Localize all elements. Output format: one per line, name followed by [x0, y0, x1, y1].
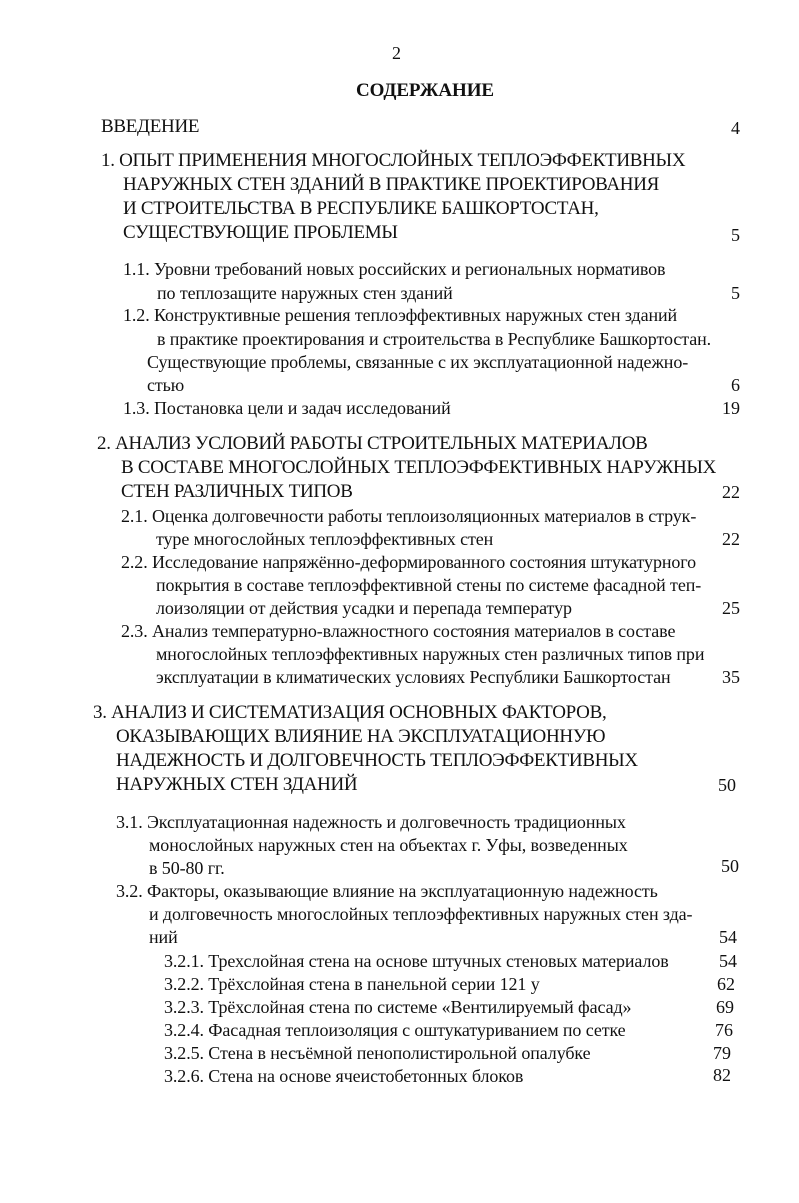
toc-entry-page: 4: [731, 118, 740, 138]
toc-entry-title-line: 2.3. Анализ температурно-влажностного состояния материалов в составе: [121, 621, 676, 641]
toc-entry-page: 6: [731, 375, 740, 395]
toc-entry-page: 54: [719, 951, 737, 971]
toc-entry-title-line: лоизоляции от действия усадки и перепада температур: [156, 598, 572, 618]
toc-entry-page: 69: [716, 997, 734, 1017]
toc-entry-title-line: ний: [149, 927, 178, 947]
toc-entry-title-line: В СОСТАВЕ МНОГОСЛОЙНЫХ ТЕПЛОЭФФЕКТИВНЫХ НАРУЖНЫХ: [121, 457, 717, 478]
toc-entry-title-line: 3. АНАЛИЗ И СИСТЕМАТИЗАЦИЯ ОСНОВНЫХ ФАКТОРОВ,: [93, 702, 607, 723]
toc-entry-title-line: 1.3. Постановка цели и задач исследований: [123, 398, 451, 418]
toc-entry-page: 35: [722, 667, 740, 687]
toc-entry-title-line: 3.2.5. Стена в несъёмной пенополистирольной опалубке: [164, 1043, 591, 1063]
toc-entry-title-line: по теплозащите наружных стен зданий: [157, 283, 453, 303]
toc-entry-title-line: эксплуатации в климатических условиях Республики Башкортостан: [156, 667, 671, 687]
toc-entry-title-line: 2.2. Исследование напряжённо-деформированного состояния штукатурного: [121, 552, 697, 572]
page-number: 2: [392, 43, 401, 63]
toc-entry-title-line: 3.2.1. Трехслойная стена на основе штучных стеновых материалов: [164, 951, 669, 971]
toc-entry-title-line: 3.2.6. Стена на основе ячеистобетонных блоков: [164, 1066, 524, 1086]
toc-entry-title-line: СУЩЕСТВУЮЩИЕ ПРОБЛЕМЫ: [123, 222, 398, 243]
toc-entry-title-line: 1. ОПЫТ ПРИМЕНЕНИЯ МНОГОСЛОЙНЫХ ТЕПЛОЭФФЕКТИВНЫХ: [101, 150, 686, 171]
toc-entry-page: 62: [717, 974, 735, 994]
toc-entry-title-line: НАДЕЖНОСТЬ И ДОЛГОВЕЧНОСТЬ ТЕПЛОЭФФЕКТИВНЫХ: [116, 750, 638, 771]
toc-entry-page: 50: [721, 856, 739, 876]
toc-entry-title-line: Существующие проблемы, связанные с их эксплуатационной надежно-: [147, 352, 689, 372]
toc-entry-title-line: в 50-80 гг.: [149, 858, 225, 878]
toc-entry-title-line: монослойных наружных стен на объектах г. Уфы, возведенных: [149, 835, 628, 855]
toc-entry-title-line: 3.1. Эксплуатационная надежность и долговечность традиционных: [116, 812, 626, 832]
toc-entry-title-line: 2.1. Оценка долговечности работы теплоизоляционных материалов в струк-: [121, 506, 697, 526]
toc-entry-title-line: 3.2. Факторы, оказывающие влияние на эксплуатационную надежность: [116, 881, 658, 901]
toc-entry-title-line: НАРУЖНЫХ СТЕН ЗДАНИЙ: [116, 774, 358, 795]
toc-entry-title-line: покрытия в составе теплоэффективной стены по системе фасадной теп-: [156, 575, 702, 595]
toc-entry-title-line: 3.2.4. Фасадная теплоизоляция с оштукатуриванием по сетке: [164, 1020, 626, 1040]
toc-entry-page: 79: [713, 1043, 731, 1063]
toc-entry-title-line: и долговечность многослойных теплоэффективных наружных стен зда-: [149, 904, 693, 924]
toc-entry-title-line: многослойных теплоэффективных наружных стен различных типов при: [156, 644, 705, 664]
toc-entry-page: 5: [731, 225, 740, 245]
toc-entry-title-line: в практике проектирования и строительства в Республике Башкортостан.: [157, 329, 712, 349]
toc-entry-title-line: 1.1. Уровни требований новых российских и региональных нормативов: [123, 259, 666, 279]
toc-entry-page: 76: [715, 1020, 733, 1040]
toc-entry-title-line: 1.2. Конструктивные решения теплоэффективных наружных стен зданий: [123, 305, 678, 325]
toc-entry-page: 22: [722, 529, 740, 549]
toc-entry-title-line: стью: [147, 375, 185, 395]
toc-entry-title-line: И СТРОИТЕЛЬСТВА В РЕСПУБЛИКЕ БАШКОРТОСТАН,: [123, 198, 599, 219]
toc-entry-page: 50: [718, 775, 736, 795]
toc-entry-title-line: туре многослойных теплоэффективных стен: [156, 529, 494, 549]
toc-entry-title-line: СТЕН РАЗЛИЧНЫХ ТИПОВ: [121, 481, 353, 502]
toc-entry-title-line: НАРУЖНЫХ СТЕН ЗДАНИЙ В ПРАКТИКЕ ПРОЕКТИРОВАНИЯ: [123, 174, 659, 195]
toc-entry-page: 54: [719, 927, 737, 947]
toc-entry-page: 22: [722, 482, 740, 502]
toc-entry-page: 82: [713, 1065, 731, 1085]
toc-entry-page: 25: [722, 598, 740, 618]
toc-heading: СОДЕРЖАНИЕ: [356, 80, 494, 101]
toc-entry-title-line: 3.2.2. Трёхслойная стена в панельной серии 121 у: [164, 974, 540, 994]
toc-entry-page: 5: [731, 283, 740, 303]
toc-entry-title-line: 3.2.3. Трёхслойная стена по системе «Вентилируемый фасад»: [164, 997, 632, 1017]
toc-entry-page: 19: [722, 398, 740, 418]
toc-entry-title-line: 2. АНАЛИЗ УСЛОВИЙ РАБОТЫ СТРОИТЕЛЬНЫХ МАТЕРИАЛОВ: [97, 433, 648, 454]
toc-entry-title-line: ОКАЗЫВАЮЩИХ ВЛИЯНИЕ НА ЭКСПЛУАТАЦИОННУЮ: [116, 726, 606, 747]
toc-entry-title: ВВЕДЕНИЕ: [101, 116, 200, 137]
